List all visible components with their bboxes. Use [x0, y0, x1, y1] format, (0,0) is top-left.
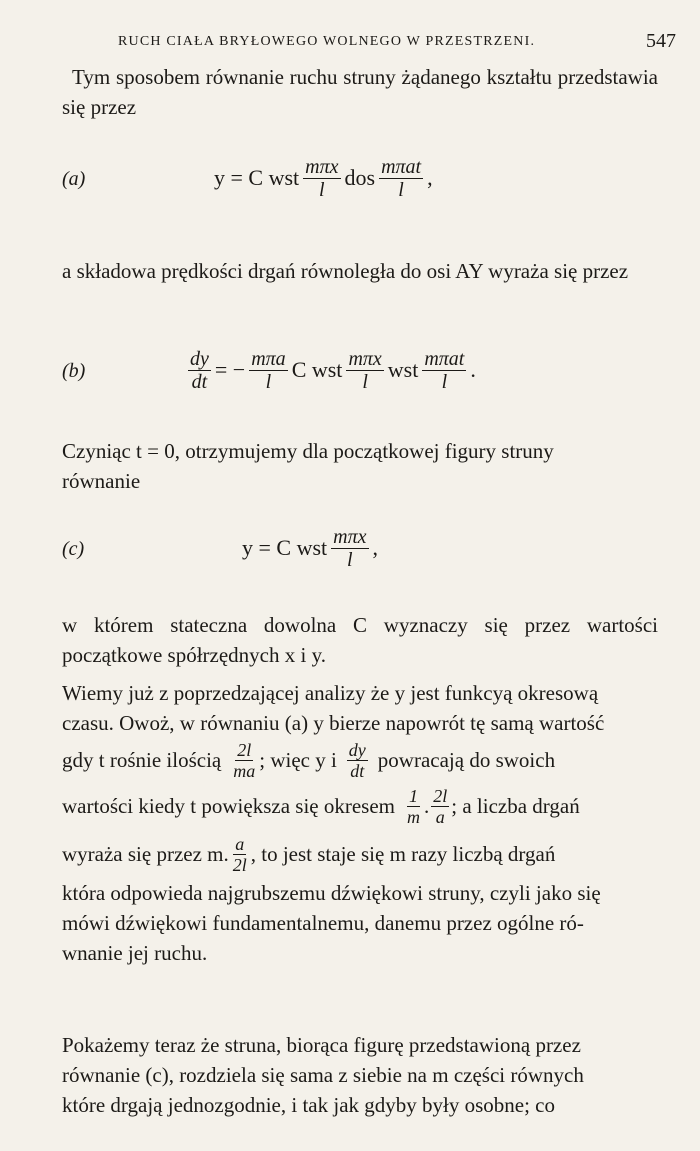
text: wyraża się przez m.	[62, 842, 229, 866]
page-number: 547	[646, 30, 676, 52]
fraction-denominator: dt	[191, 370, 208, 393]
p5-line-2: czasu. Owoż, w równaniu (a) y bierze napowrót tę samą wartość	[62, 711, 605, 735]
text: wartości kiedy t powiększa się okresem	[62, 794, 395, 818]
equation-a	[62, 148, 658, 208]
fraction-numerator: 2l	[237, 739, 252, 760]
fraction-denominator: ma	[233, 760, 256, 781]
equation-tag: (c)	[62, 538, 85, 560]
equation-c	[62, 518, 658, 578]
p5-line-5	[62, 830, 658, 878]
fraction-numerator: mπa	[251, 347, 286, 370]
p6-line-3: które drgają jednozgodnie, i tak jak gdyby były osobne; co	[62, 1093, 555, 1117]
p6-line-1: Pokażemy teraz że struna, biorąca figurę przedstawioną przez	[62, 1033, 581, 1057]
eq-text: C wst	[291, 357, 343, 382]
fraction-denominator: l	[319, 178, 325, 201]
paragraph-1: Tym sposobem równanie ruchu struny żądanego kształtu przedstawia się przez	[62, 65, 658, 119]
header-title: RUCH CIAŁA BRYŁOWEGO WOLNEGO W PRZESTRZENI.	[118, 34, 536, 49]
text: , to jest staje się m razy liczbą drgań	[250, 842, 556, 866]
fraction-denominator: l	[398, 178, 404, 201]
equation-b	[62, 340, 658, 400]
fraction-numerator: mπx	[305, 155, 339, 178]
fraction-denominator: l	[347, 548, 353, 571]
fraction-numerator: dy	[348, 739, 366, 760]
fraction-numerator: a	[235, 833, 245, 854]
fraction	[346, 348, 383, 393]
fraction-denominator: a	[435, 806, 445, 827]
fraction-numerator: mπx	[333, 525, 367, 548]
fraction-denominator: 2l	[232, 854, 247, 875]
fraction-numerator: dy	[190, 347, 209, 370]
p5-line-1: Wiemy już z poprzedzającej analizy że y jest funkcyą okresową	[62, 681, 599, 705]
fraction-denominator: l	[362, 370, 368, 393]
equation-tag: (a)	[62, 168, 86, 190]
paragraph-3-line-2: równanie	[62, 469, 141, 493]
p5-line-3	[62, 738, 658, 782]
paragraph-5	[62, 678, 658, 968]
fraction-numerator: mπx	[348, 347, 382, 370]
fraction	[231, 834, 249, 875]
fraction	[379, 156, 423, 201]
eq-end: ,	[372, 535, 378, 560]
fraction	[231, 740, 257, 781]
fraction	[347, 740, 368, 781]
fraction-numerator: 1	[409, 785, 418, 806]
eq-text: wst	[387, 357, 419, 382]
p5-line-8: wnanie jej ruchu.	[62, 941, 208, 965]
fraction	[188, 348, 211, 393]
eq-end: .	[470, 357, 476, 382]
eq-end: ,	[427, 165, 433, 190]
fraction-numerator: 2l	[433, 785, 448, 806]
equation-tag: (b)	[62, 360, 86, 382]
paragraph-3-line-1: Czyniąc t = 0, otrzymujemy dla początkowej figury struny	[62, 439, 554, 463]
eq-text: = −	[214, 357, 246, 382]
fraction	[405, 786, 422, 827]
fraction	[431, 786, 449, 827]
paragraph-2: a składowa prędkości drgań równoległa do osi AY wyraża się przez	[62, 259, 629, 283]
p5-line-7: mówi dźwiękowi fundamentalnemu, danemu przez ogólne ró-	[62, 911, 584, 935]
text: ; a liczba drgań	[451, 794, 580, 818]
p5-line-4: wartości kiedy t powiększa się okresem $\frac{1}{m}$ . $\frac{2l}{a}$ ; a liczba drgań	[62, 785, 580, 827]
paragraph-4: w którem stateczna dowolna C wyznaczy się przez wartości początkowe spółrzędnych x i y.	[62, 613, 658, 667]
equation-body	[214, 148, 433, 208]
p5-line-6: która odpowieda najgrubszemu dźwiękowi struny, czyli jako się	[62, 881, 601, 905]
fraction-numerator: mπat	[424, 347, 465, 370]
equation-body	[184, 340, 476, 400]
eq-text: dos	[344, 165, 376, 190]
p6-line-2: równanie (c), rozdziela się sama z siebie na m części równych	[62, 1063, 584, 1087]
fraction-denominator: l	[265, 370, 272, 393]
fraction-denominator: m	[407, 806, 420, 827]
eq-lhs: y = C wst	[242, 535, 328, 560]
paragraph-6	[62, 1030, 658, 1120]
eq-lhs: y = C wst	[214, 165, 300, 190]
equation-body	[242, 518, 378, 578]
fraction-denominator: l	[441, 370, 448, 393]
text: powracają do swoich	[377, 748, 556, 772]
fraction	[422, 348, 466, 393]
fraction	[331, 526, 368, 571]
fraction-numerator: mπat	[381, 155, 422, 178]
paragraph-3	[62, 436, 658, 496]
text: ; więc y i	[259, 748, 337, 772]
fraction-denominator: dt	[350, 760, 365, 781]
text: gdy t rośnie ilością	[62, 748, 222, 772]
fraction	[303, 156, 340, 201]
fraction	[249, 348, 287, 393]
running-header	[0, 30, 700, 60]
